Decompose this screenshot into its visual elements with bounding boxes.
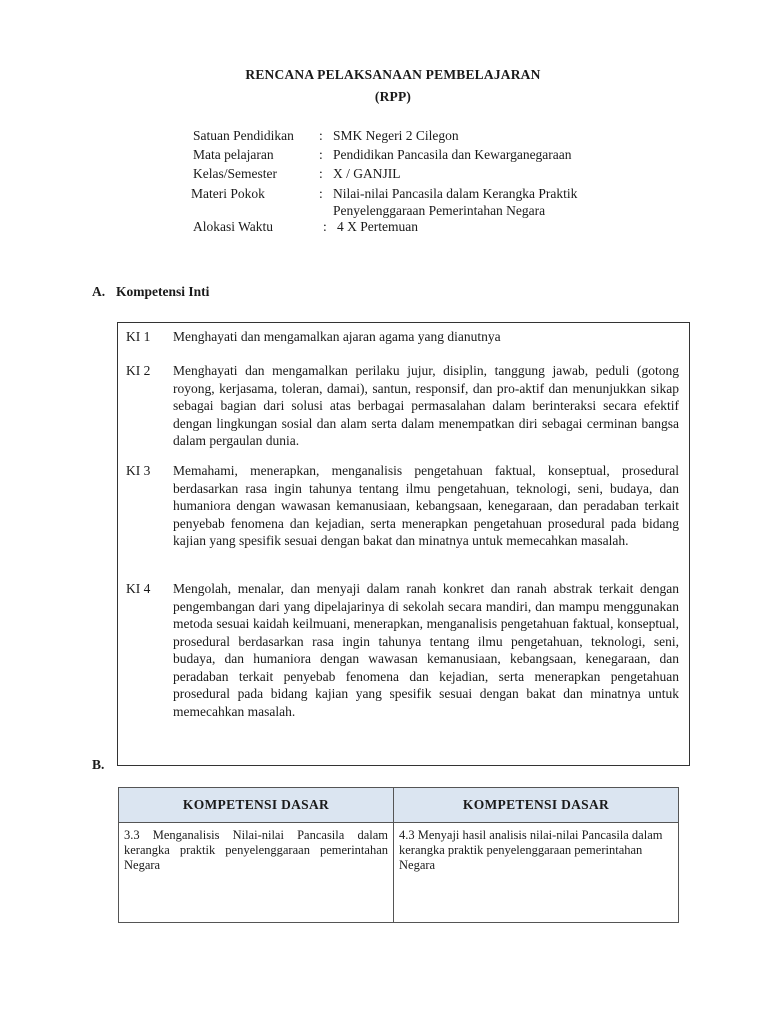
section-a-letter: A. <box>92 284 106 299</box>
kompetensi-dasar-table <box>118 787 679 923</box>
document-title: RENCANA PELAKSANAAN PEMBELAJARAN <box>245 67 541 82</box>
section-b-heading <box>92 757 116 773</box>
ki-text: Memahami, menerapkan, menganalisis pengetahuan faktual, konseptual, prosedural berdasarkan rasa ingin tahunya tentang ilmu pengetahuan, teknologi, seni, budaya, dan humaniora dengan wawasan kemanusiaan, kebangsaan, kenegaraan, dan peradaban terkait penyebab fenomena dan kejadian, serta menerapkan pengetahuan prosedural pada bidang kajian yang spesifik sesuai dengan bakat dan minatnya untuk memecahkan masalah. <box>173 463 679 548</box>
ki-item <box>126 362 679 452</box>
ki-item <box>126 580 679 740</box>
identity-label: Mata pelajaran <box>193 147 274 162</box>
identity-label: Materi Pokok <box>191 186 265 201</box>
identity-value-line2: Penyelenggaraan Pemerintahan Negara <box>333 203 546 218</box>
ki-item <box>126 328 679 348</box>
ki-code: KI 1 <box>126 329 151 344</box>
ki-text: Mengolah, menalar, dan menyaji dalam ranah konkret dan ranah abstrak terkait dengan pengembangan dari yang dipelajarinya di sekolah secara mandiri, dan mampu menggunakan metoda sesuai kaidah keilmuani, menerapkan, menganalisis pengetahuan faktual, konseptual, prosedural berdasarkan rasa ingin tahunya tentang ilmu pengetahuan, teknologi, seni, budaya, dan humaniora dengan wawasan kemanusiaan, kebangsaan, kenegaraan, dan peradaban terkait penyebab fenomena dan kejadian, serta menerapkan pengetahuan prosedural pada bidang kajian yang spesifik sesuai dengan bakat dan minatnya untuk memecahkan masalah. <box>173 581 679 719</box>
section-b-letter: B. <box>92 757 105 772</box>
identity-colon: : <box>319 128 323 143</box>
document-subtitle: (RPP) <box>374 89 412 104</box>
identity-label: Satuan Pendidikan <box>193 128 294 143</box>
identity-colon: : <box>319 166 323 181</box>
identity-row-kelas <box>193 166 653 184</box>
ki-text: Menghayati dan mengamalkan perilaku jujur, disiplin, tanggung jawab, peduli (gotong royong, kerjasama, toleran, damai), santun, responsif, dan pro-aktif dan menunjukkan sikap sebagai bagian dari solusi atas berbagai permasalahan dalam berinteraksi secara efektif dengan lingkungan sosial dan alam serta dalam menempatkan diri sebagai cerminan bangsa dalam pergaulan dunia. <box>173 363 679 448</box>
identity-row-satuan <box>193 128 653 146</box>
ki-text: Menghayati dan mengamalkan ajaran agama yang dianutnya <box>173 329 501 344</box>
identity-row-mapel <box>193 147 653 165</box>
table-header-kd-keterampilan: KOMPETENSI DASAR <box>394 788 679 823</box>
table-row <box>119 823 679 923</box>
identity-value: 4 X Pertemuan <box>337 219 418 234</box>
ki-item <box>126 462 679 568</box>
identity-label: Kelas/Semester <box>193 166 277 181</box>
section-a-title: Kompetensi Inti <box>116 284 210 299</box>
identity-row-materi <box>191 186 651 220</box>
identity-row-alokasi <box>193 219 653 237</box>
kd-cell-keterampilan: 4.3 Menyaji hasil analisis nilai-nilai Pancasila dalam kerangka praktik penyelenggaraan pemerintahan Negara <box>394 823 679 923</box>
table-header-kd-pengetahuan: KOMPETENSI DASAR <box>119 788 394 823</box>
identity-label: Alokasi Waktu <box>193 219 274 234</box>
identity-colon: : <box>323 219 327 234</box>
kd-cell-pengetahuan: 3.3 Menganalisis Nilai-nilai Pancasila dalam kerangka praktik penyelenggaraan pemerintahan Negara <box>119 823 394 923</box>
identity-colon: : <box>319 186 323 201</box>
kompetensi-inti-box <box>117 322 690 766</box>
ki-code: KI 3 <box>126 463 151 478</box>
identity-value: SMK Negeri 2 Cilegon <box>333 128 459 143</box>
identity-value: Pendidikan Pancasila dan Kewarganegaraan <box>333 147 572 162</box>
table-header-row <box>119 788 679 823</box>
identity-value: Nilai-nilai Pancasila dalam Kerangka Praktik <box>333 186 578 201</box>
identity-value: X / GANJIL <box>333 166 401 181</box>
ki-code: KI 2 <box>126 363 151 378</box>
identity-colon: : <box>319 147 323 162</box>
section-a-heading <box>92 284 209 300</box>
ki-code: KI 4 <box>126 581 151 596</box>
